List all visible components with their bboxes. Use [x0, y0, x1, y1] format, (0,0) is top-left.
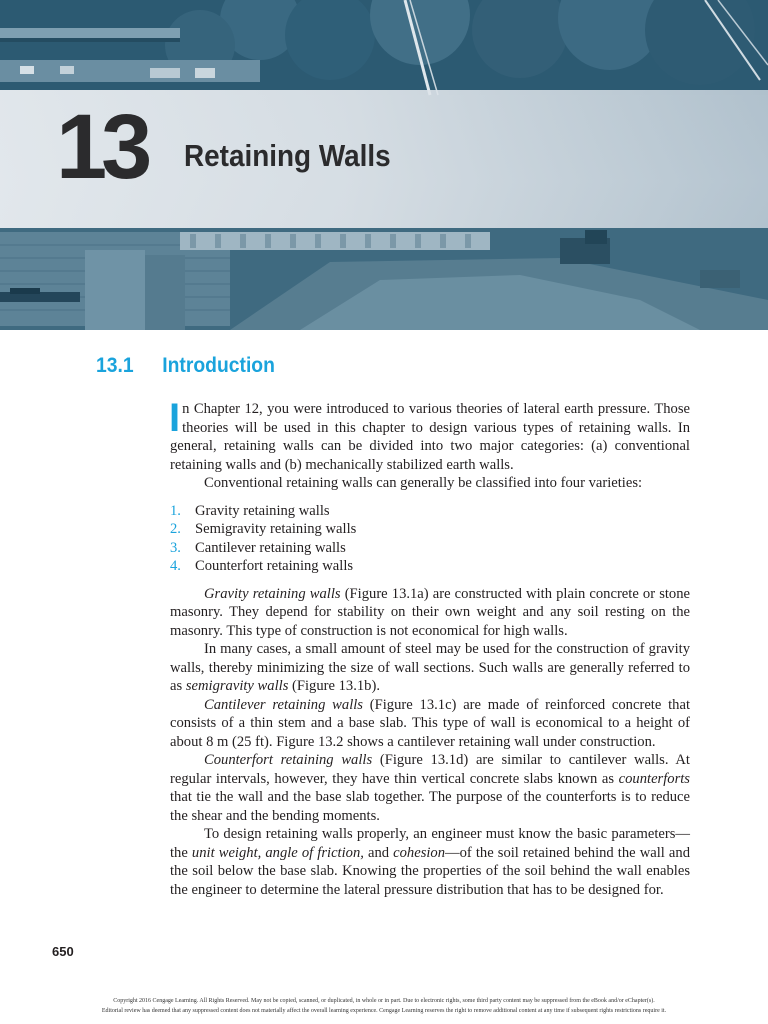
section-title: Introduction [162, 354, 275, 377]
gravity-paragraph: Gravity retaining walls (Figure 13.1a) are constructed with plain concrete or stone masonry. They depend for stability on their own weight and any soil resting on the masonry. This type of construction is not economical for high walls. [170, 585, 690, 639]
design-paragraph: To design retaining walls properly, an engineer must know the basic parameters—the unit weight, angle of friction, and cohesion—of the soil retained behind the wall and the soil below the base slab. Knowing the properties of the soil behind the wall enables the engineer to determine the lateral pressure distribution that has to be designed for. [170, 826, 690, 898]
list-item: 3. Cantilever retaining walls [170, 539, 346, 556]
chapter-number: 13 [56, 96, 147, 198]
wall-types-list [170, 502, 690, 576]
counterfort-paragraph: Counterfort retaining walls (Figure 13.1d) are similar to cantilever walls. At regular intervals, however, they have thin vertical concrete slabs known as counterforts that tie the wall and the base slab together. The purpose of the counterforts is to reduce the shear and the bending moments. [170, 752, 690, 824]
list-item: 4. Counterfort retaining walls [170, 558, 354, 574]
classification-paragraph: Conventional retaining walls can generally be classified into four varieties: [204, 475, 643, 491]
cantilever-paragraph: Cantilever retaining walls (Figure 13.1c) are made of reinforced concrete that consists of a thin stem and a base slab. This type of wall is economical to a height of about 8 m (25 ft). Figure 13.2 shows a cantilever retaining wall under construction. [170, 696, 691, 750]
copyright-notice: Copyright 2016 Cengage Learning. All Rights Reserved. May not be copied, scanned, or duplicated, in whole or in part. Due to electronic rights, some third party content may be suppressed from the eBook and/or eChapter(s). Editorial review has deemed that any suppressed content does not materially affect the overall learning experience. Cengage Learning reserves the right to remove additional content at any time if subsequent rights restrictions require it. [101, 998, 667, 1014]
section-heading [96, 353, 275, 379]
semigravity-paragraph: In many cases, a small amount of steel may be used for the construction of gravity walls, thereby minimizing the size of wall sections. Such walls are generally referred to as semigravity walls (Figure 13.1b). [170, 641, 690, 694]
body-text [169, 396, 691, 899]
page-number: 650 [52, 944, 74, 959]
section-number: 13.1 [96, 354, 134, 377]
intro-paragraph: In Chapter 12, you were introduced to various theories of lateral earth pressure. Those theories will be used in this chapter to design various types of retaining walls. In general, retaining walls can be divided into two major categories: (a) conventional retaining walls and (b) mechanically stabilized earth walls. [169, 396, 690, 473]
list-item: 1. Gravity retaining walls [170, 502, 330, 519]
drop-cap: I [169, 396, 181, 440]
chapter-title: Retaining Walls [184, 138, 391, 173]
list-item: 2. Semigravity retaining walls [170, 521, 357, 537]
